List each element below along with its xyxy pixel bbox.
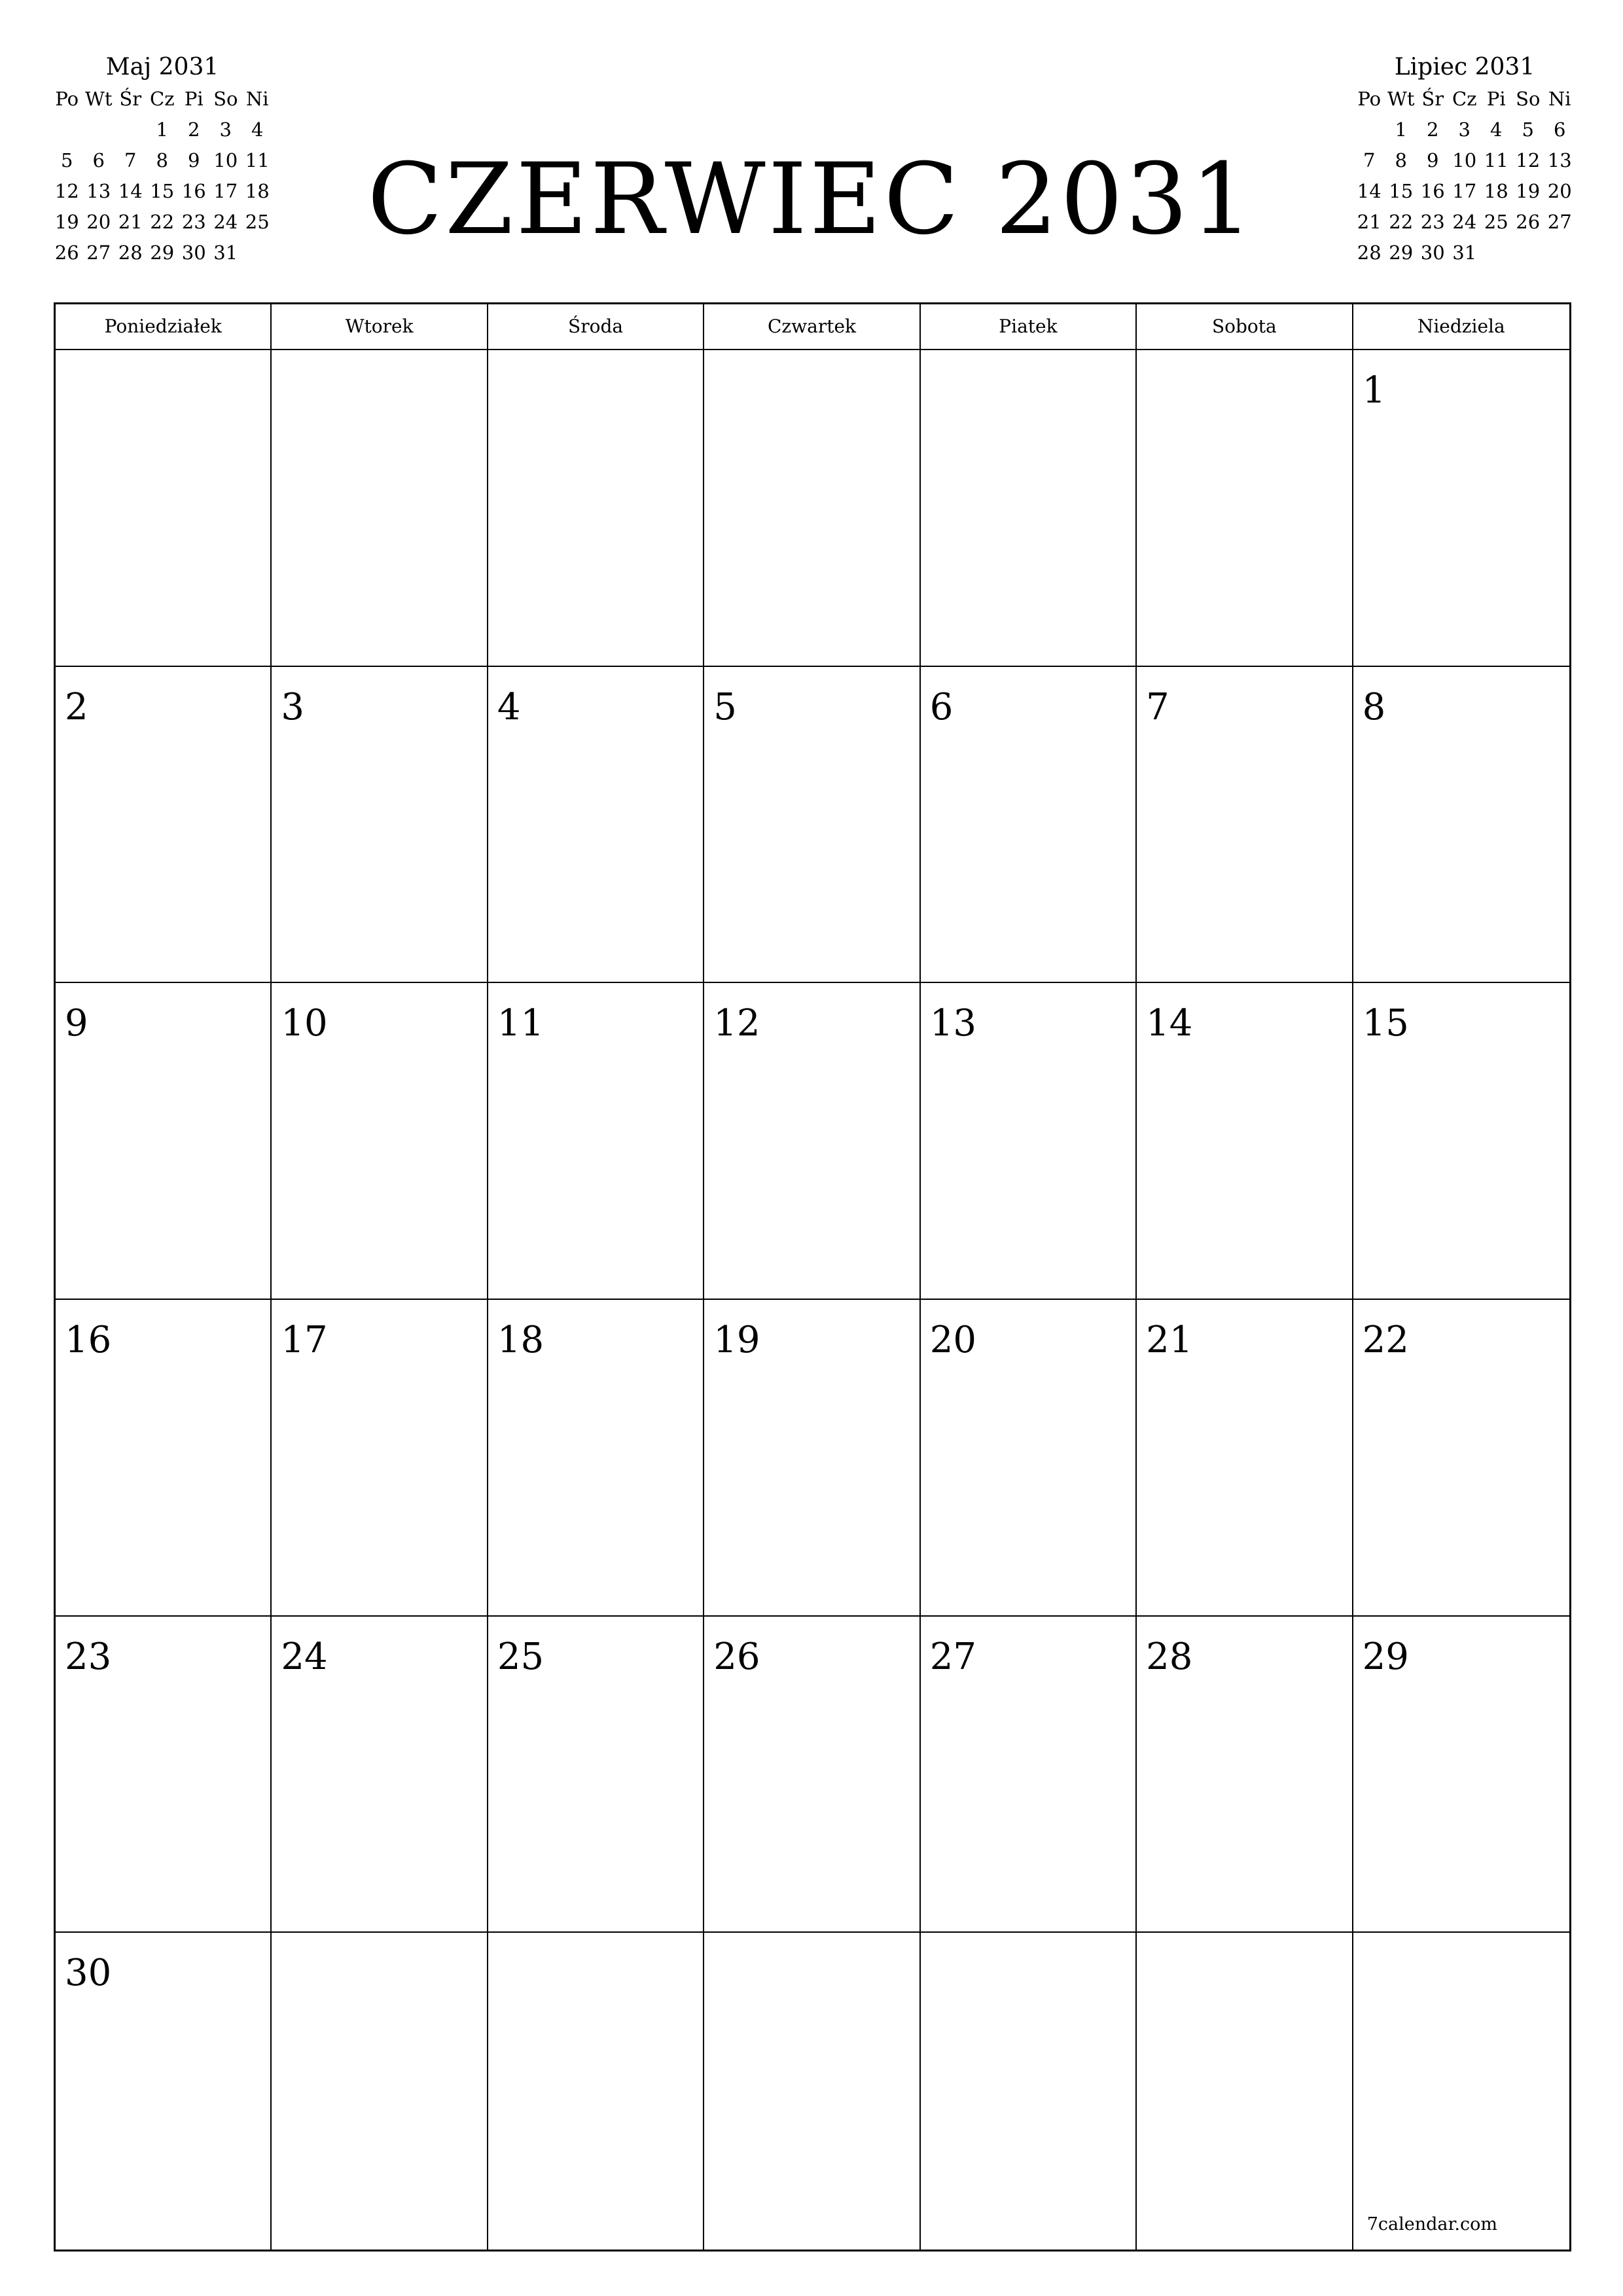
mini-day: 3 bbox=[219, 118, 232, 141]
mini-day: 30 bbox=[1420, 242, 1445, 264]
day-number: 8 bbox=[1362, 685, 1386, 728]
mini-day: 24 bbox=[1452, 211, 1477, 233]
mini-day: 31 bbox=[1452, 242, 1477, 264]
day-cell[interactable] bbox=[56, 1933, 272, 2250]
mini-day: 4 bbox=[251, 118, 264, 141]
day-cell[interactable] bbox=[704, 983, 920, 1300]
day-cell[interactable] bbox=[921, 1300, 1137, 1617]
mini-weekday-label: Ni bbox=[245, 88, 269, 110]
mini-day: 3 bbox=[1458, 118, 1471, 141]
mini-day: 10 bbox=[1452, 149, 1477, 171]
mini-day: 5 bbox=[1522, 118, 1534, 141]
day-number: 10 bbox=[281, 1002, 328, 1045]
mini-day: 28 bbox=[1357, 242, 1382, 264]
mini-day: 23 bbox=[181, 211, 206, 233]
day-cell[interactable] bbox=[704, 350, 920, 667]
mini-weekday-label: Śr bbox=[1421, 88, 1444, 110]
mini-day: 6 bbox=[92, 149, 105, 171]
day-cell[interactable] bbox=[1353, 667, 1569, 984]
day-cell[interactable] bbox=[921, 1617, 1137, 1933]
mini-day: 18 bbox=[1484, 180, 1508, 202]
mini-day: 12 bbox=[54, 180, 79, 202]
month-calendar-grid bbox=[54, 302, 1571, 2251]
mini-day: 22 bbox=[150, 211, 175, 233]
mini-day: 6 bbox=[1554, 118, 1566, 141]
day-cell[interactable] bbox=[488, 1933, 704, 2250]
day-cell[interactable] bbox=[921, 1933, 1137, 2250]
weekday-header: Wtorek bbox=[272, 304, 488, 350]
mini-day bbox=[51, 115, 83, 145]
day-cell[interactable] bbox=[488, 983, 704, 1300]
day-number: 1 bbox=[1362, 369, 1386, 412]
day-cell[interactable] bbox=[488, 667, 704, 984]
mini-day: 10 bbox=[213, 149, 238, 171]
day-number: 24 bbox=[281, 1635, 328, 1678]
weekday-header: Niedziela bbox=[1353, 304, 1569, 350]
day-number: 20 bbox=[929, 1318, 976, 1361]
weekday-header: Środa bbox=[488, 304, 704, 350]
day-cell[interactable] bbox=[488, 1617, 704, 1933]
mini-day: 15 bbox=[150, 180, 175, 202]
footer-site-link[interactable]: 7calendar.com bbox=[1366, 2214, 1497, 2234]
day-cell[interactable] bbox=[704, 1617, 920, 1933]
mini-day: 8 bbox=[1395, 149, 1407, 171]
day-number: 3 bbox=[281, 685, 305, 728]
mini-calendar-title: Maj 2031 bbox=[105, 54, 219, 81]
day-number: 17 bbox=[281, 1318, 328, 1361]
day-cell[interactable] bbox=[56, 1300, 272, 1617]
mini-day bbox=[1353, 115, 1385, 145]
mini-day: 14 bbox=[118, 180, 143, 202]
day-cell[interactable] bbox=[56, 983, 272, 1300]
mini-day: 27 bbox=[86, 242, 111, 264]
day-cell[interactable] bbox=[272, 667, 488, 984]
mini-weekday-label: So bbox=[213, 88, 238, 110]
mini-day: 5 bbox=[61, 149, 73, 171]
mini-weekday-label: Pi bbox=[184, 88, 204, 110]
day-cell[interactable] bbox=[56, 667, 272, 984]
day-number: 12 bbox=[713, 1002, 760, 1045]
mini-day bbox=[1512, 238, 1544, 268]
mini-day: 11 bbox=[245, 149, 270, 171]
mini-day: 17 bbox=[213, 180, 238, 202]
mini-day bbox=[241, 238, 274, 268]
mini-day: 25 bbox=[1484, 211, 1508, 233]
mini-weekday-label: Po bbox=[55, 88, 79, 110]
mini-day: 13 bbox=[1547, 149, 1572, 171]
day-cell[interactable] bbox=[56, 350, 272, 667]
day-cell[interactable] bbox=[921, 667, 1137, 984]
mini-day: 2 bbox=[188, 118, 200, 141]
mini-weekday-label: Po bbox=[1357, 88, 1382, 110]
day-cell[interactable] bbox=[1137, 983, 1353, 1300]
day-number: 25 bbox=[497, 1635, 544, 1678]
day-cell[interactable] bbox=[704, 667, 920, 984]
mini-day: 13 bbox=[86, 180, 111, 202]
day-number: 22 bbox=[1362, 1318, 1409, 1361]
day-number: 21 bbox=[1146, 1318, 1193, 1361]
day-cell[interactable] bbox=[1353, 1933, 1569, 2250]
day-cell[interactable] bbox=[1137, 350, 1353, 667]
mini-weekday-label: Ni bbox=[1548, 88, 1571, 110]
mini-calendar-prev-month bbox=[51, 51, 274, 268]
mini-calendar-grid bbox=[51, 84, 274, 268]
mini-day: 29 bbox=[150, 242, 175, 264]
day-cell[interactable] bbox=[921, 350, 1137, 667]
day-number: 26 bbox=[713, 1635, 760, 1678]
mini-day: 29 bbox=[1389, 242, 1414, 264]
mini-weekday-label: Cz bbox=[1452, 88, 1477, 110]
mini-day bbox=[83, 115, 115, 145]
day-cell[interactable] bbox=[1137, 667, 1353, 984]
mini-day: 27 bbox=[1547, 211, 1572, 233]
mini-day: 26 bbox=[1516, 211, 1541, 233]
day-number: 9 bbox=[65, 1002, 88, 1045]
day-cell[interactable] bbox=[921, 983, 1137, 1300]
day-cell[interactable] bbox=[56, 1617, 272, 1933]
day-number: 2 bbox=[65, 685, 88, 728]
day-cell[interactable] bbox=[1353, 983, 1569, 1300]
mini-day: 12 bbox=[1516, 149, 1541, 171]
day-cell[interactable] bbox=[272, 1933, 488, 2250]
mini-day: 24 bbox=[213, 211, 238, 233]
day-cell[interactable] bbox=[1137, 1300, 1353, 1617]
day-cell[interactable] bbox=[704, 1933, 920, 2250]
mini-day bbox=[1544, 238, 1576, 268]
mini-weekday-label: Śr bbox=[119, 88, 142, 110]
mini-day: 31 bbox=[213, 242, 238, 264]
day-cell[interactable] bbox=[272, 983, 488, 1300]
day-number: 30 bbox=[65, 1952, 112, 1995]
mini-weekday-label: Pi bbox=[1486, 88, 1506, 110]
day-number: 23 bbox=[65, 1635, 112, 1678]
day-cell[interactable] bbox=[1137, 1617, 1353, 1933]
page-title: CZERWIEC 2031 bbox=[367, 143, 1256, 257]
mini-day: 11 bbox=[1484, 149, 1508, 171]
day-number: 6 bbox=[929, 685, 954, 728]
mini-weekday-label: Wt bbox=[1387, 88, 1415, 110]
mini-day: 4 bbox=[1490, 118, 1503, 141]
mini-weekday-label: Cz bbox=[150, 88, 175, 110]
weekday-header: Czwartek bbox=[704, 304, 920, 350]
day-number: 18 bbox=[497, 1318, 544, 1361]
mini-day: 19 bbox=[1516, 180, 1541, 202]
mini-day: 1 bbox=[1395, 118, 1407, 141]
mini-day: 1 bbox=[156, 118, 168, 141]
mini-day: 25 bbox=[245, 211, 270, 233]
day-number: 15 bbox=[1362, 1002, 1409, 1045]
day-cell[interactable] bbox=[272, 1300, 488, 1617]
mini-day: 2 bbox=[1427, 118, 1439, 141]
mini-day: 9 bbox=[1427, 149, 1439, 171]
day-number: 28 bbox=[1146, 1635, 1193, 1678]
mini-day: 9 bbox=[188, 149, 200, 171]
day-number: 11 bbox=[497, 1002, 544, 1045]
day-number: 29 bbox=[1362, 1635, 1409, 1678]
mini-day: 17 bbox=[1452, 180, 1477, 202]
day-number: 5 bbox=[713, 685, 737, 728]
day-cell[interactable] bbox=[1353, 350, 1569, 667]
mini-day: 19 bbox=[54, 211, 79, 233]
day-cell[interactable] bbox=[1137, 1933, 1353, 2250]
mini-day: 7 bbox=[1363, 149, 1376, 171]
day-number: 19 bbox=[713, 1318, 760, 1361]
mini-day: 16 bbox=[181, 180, 206, 202]
mini-calendar-title: Lipiec 2031 bbox=[1394, 54, 1535, 81]
mini-weekday-label: So bbox=[1516, 88, 1541, 110]
mini-day: 8 bbox=[156, 149, 168, 171]
day-number: 7 bbox=[1146, 685, 1169, 728]
mini-day bbox=[1480, 238, 1512, 268]
mini-day: 22 bbox=[1389, 211, 1414, 233]
mini-day: 18 bbox=[245, 180, 270, 202]
mini-calendar-grid bbox=[1353, 84, 1576, 268]
mini-calendar-next-month bbox=[1353, 51, 1576, 268]
mini-day: 21 bbox=[1357, 211, 1382, 233]
mini-day bbox=[115, 115, 147, 145]
mini-day: 20 bbox=[1547, 180, 1572, 202]
day-cell[interactable] bbox=[272, 1617, 488, 1933]
mini-day: 7 bbox=[124, 149, 137, 171]
day-number: 4 bbox=[497, 685, 521, 728]
mini-day: 20 bbox=[86, 211, 111, 233]
mini-day: 30 bbox=[181, 242, 206, 264]
day-number: 14 bbox=[1146, 1002, 1193, 1045]
day-cell[interactable] bbox=[488, 350, 704, 667]
day-cell[interactable] bbox=[1353, 1300, 1569, 1617]
weekday-header: Sobota bbox=[1137, 304, 1353, 350]
mini-day: 23 bbox=[1420, 211, 1445, 233]
day-number: 27 bbox=[929, 1635, 976, 1678]
day-cell[interactable] bbox=[272, 350, 488, 667]
day-cell[interactable] bbox=[1353, 1617, 1569, 1933]
mini-day: 16 bbox=[1420, 180, 1445, 202]
day-cell[interactable] bbox=[488, 1300, 704, 1617]
mini-weekday-label: Wt bbox=[85, 88, 113, 110]
mini-day: 28 bbox=[118, 242, 143, 264]
day-cell[interactable] bbox=[704, 1300, 920, 1617]
mini-day: 14 bbox=[1357, 180, 1382, 202]
mini-day: 26 bbox=[54, 242, 79, 264]
weekday-header: Piatek bbox=[921, 304, 1137, 350]
weekday-header: Poniedziałek bbox=[56, 304, 272, 350]
mini-day: 15 bbox=[1389, 180, 1414, 202]
mini-day: 21 bbox=[118, 211, 143, 233]
day-number: 16 bbox=[65, 1318, 112, 1361]
day-number: 13 bbox=[929, 1002, 976, 1045]
